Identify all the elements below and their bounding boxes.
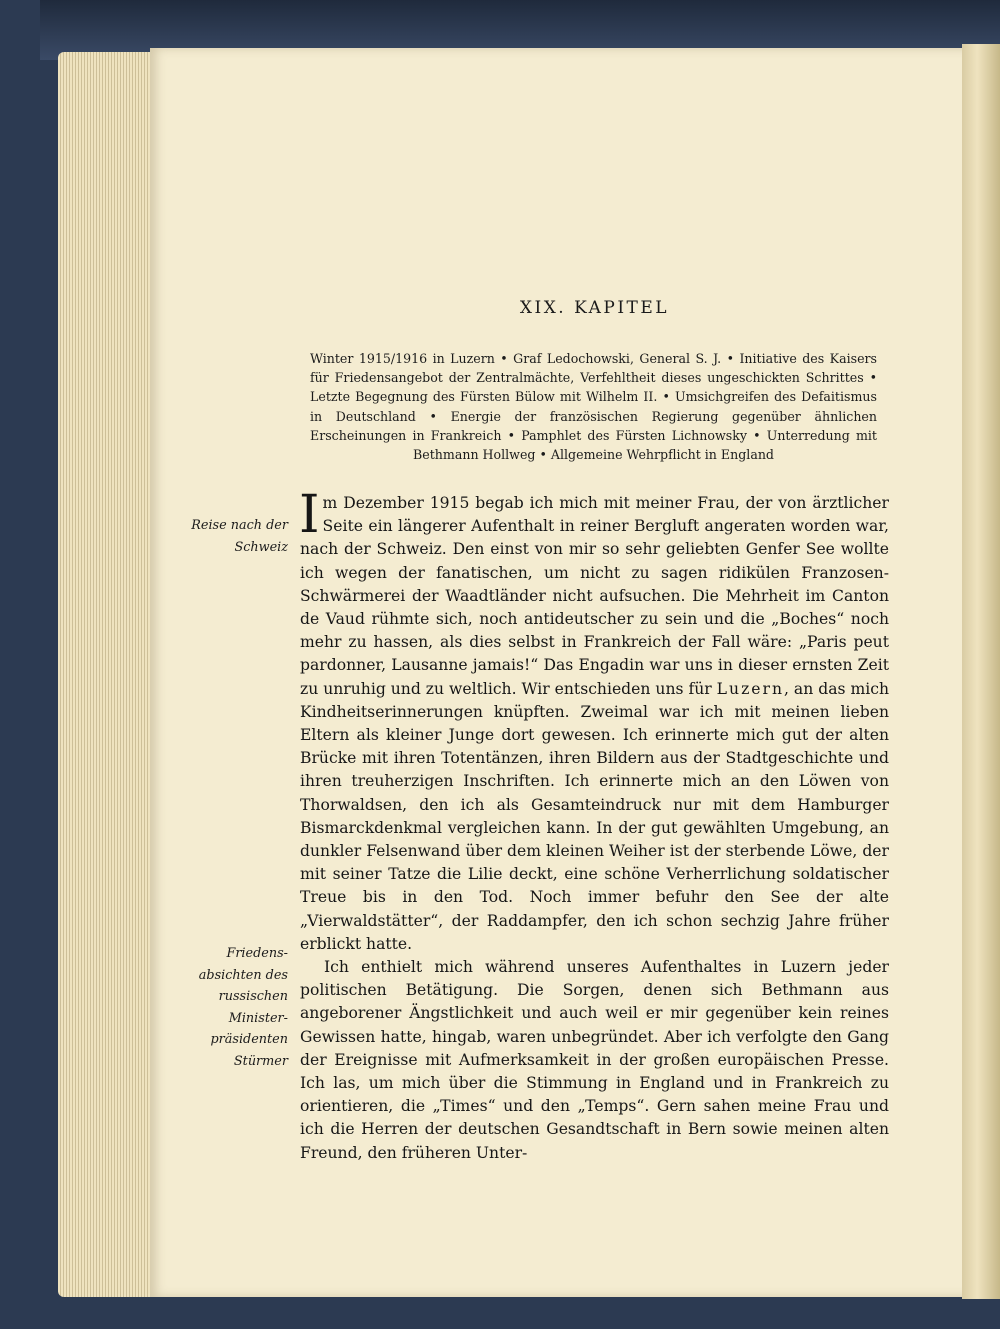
margin-note-reise: Reise nach der Schweiz [191,518,288,555]
body-text [299,485,890,1165]
facing-page-edge [962,44,1000,1299]
paragraph [299,485,890,956]
paragraph-text: , an das mich Kindheitserinnerungen knüpften. Zweimal war ich mit meinen lieben Eltern als kleiner Junge dort gewesen. Ich erinnerte mich gut der alten Brücke mit ihren Totentänzen, ihren Bildern aus der Stadtgeschichte und ihren treuherzigen Inschriften. Ich erinnerte mich an den Löwen von Thorwaldsen, den ich als Gesamteindruck nur mit dem Hamburger Bismarckdenkmal vergleichen kann. In der gut gewählten Umgebung, an dunkler Felsenwand über dem kleinen Weiher ist der sterbende Löwe, der mit seiner Tatze die Lilie deckt, eine schöne Verherrlichung soldatischer Treue bis in den Tod. Noch immer befuhr den See der alte „Vierwaldstätter“, der Raddampfer, den ich schon sechzig Jahre früher erblickt hatte. [300,679,890,953]
emphasized-place-name: Luzern [716,679,785,698]
paragraph: Ich enthielt mich während unseres Aufenthaltes in Luzern jeder politischen Betätigung. Die Sorgen, denen sich Bethmann aus angeborener Ängstlichkeit und auch weil er mir gegenüber kein reines Gewissen hatte, hingab, waren unbegründet. Aber ich verfolgte den Gang der Ereignisse mit Aufmerksamkeit in der großen europäischen Presse. Ich las, um mich über die Stimmung in England und in Frankreich zu orientieren, die „Times“ und den „Temps“. Gern sahen meine Frau und ich die Herren der deutschen Gesandtschaft in Bern sowie meinen alten Freund, den früheren Unter- [300,958,889,1162]
chapter-title: XIX. KAPITEL [519,298,670,318]
drop-cap: I [299,485,320,545]
paragraph-text: m Dezember 1915 begab ich mich mit meiner Frau, der von ärztlicher Seite ein längerer Aufenthalt in reiner Bergluft angeraten worden war, nach der Schweiz. Den einst von mir so sehr geliebten Genfer See wollte ich wegen der fanatischen, um nicht zu sagen ridikülen Franzosen-Schwärmerei der Waadtländer nicht aufsuchen. Die Mehrheit im Canton de Vaud rühmte sich, noch antideutscher zu sein und die „Boches“ noch mehr zu hassen, als dies selbst in Frankreich der Fall wäre: „Paris peut pardonner, Lausanne jamais!“ Das Engadin war uns in dieser ernsten Zeit zu unruhig und zu weltlich. Wir entschieden uns für [300,494,889,698]
chapter-summary: Winter 1915/1916 in Luzern • Graf Ledochowski, General S. J. • Initiative des Kaisers für Friedensangebot der Zentralmächte, Verfehltheit dieses ungeschickten Schrittes • Letzte Begegnung des Fürsten Bülow mit Wilhelm II. • Umsichgreifen des Defaitismus in Deutschland • Energie der französischen Regierung gegenüber ähnlichen Erscheinungen in Frankreich • Pamphlet des Fürsten Lichnowsky • Unterredung mit Bethmann Hollweg • Allgemeine Wehrpflicht in England [310,351,877,463]
margin-note-friedensabsichten: Friedens-absichten des russischen Minister-präsidenten Stürmer [198,946,288,1069]
